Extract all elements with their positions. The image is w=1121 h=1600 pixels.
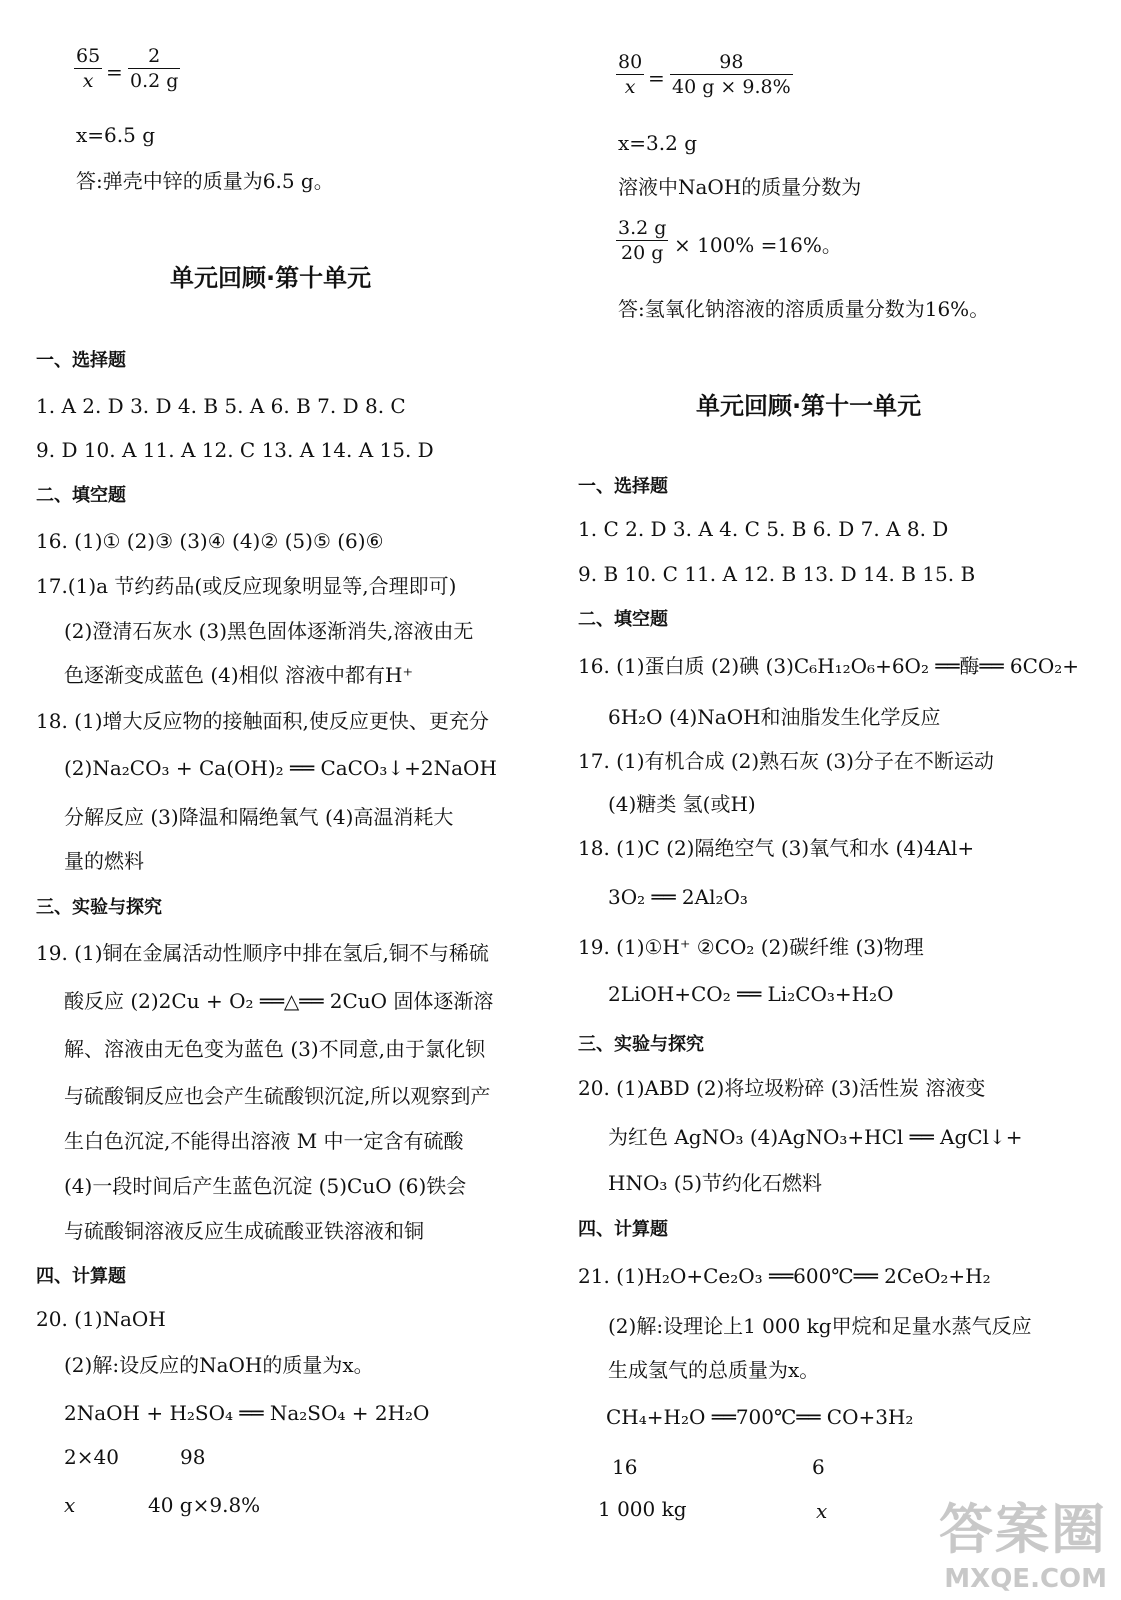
fraction-98-over-mass: 98 40 g × 9.8% [672,51,791,98]
q16-line1: 16. (1)蛋白质 (2)碘 (3)C₆H₁₂O₆+6O₂ ══酶══ 6CO₂+ [578,654,1080,678]
q17-line2: (2)澄清石灰水 (3)黑色固体逐渐消失,溶液由无 [64,619,474,643]
answer-line: 答:氢氧化钠溶液的溶质质量分数为16%。 [618,297,990,321]
q16-line2: 6H₂O (4)NaOH和油脂发生化学反应 [608,705,941,729]
q20-equation: 2NaOH + H₂SO₄ ══ Na₂SO₄ + 2H₂O [64,1401,430,1425]
q19-line2: 2LiOH+CO₂ ══ Li₂CO₃+H₂O [608,982,894,1006]
q20-ratio-right: 98 [180,1445,206,1469]
section-multiple-choice: 一、选择题 [36,350,126,371]
q18-line2: 3O₂ ══ 2Al₂O₃ [608,885,748,909]
q17-line1: 17. (1)有机合成 (2)熟石灰 (3)分子在不断运动 [578,749,994,773]
section-fill-blank: 二、填空题 [578,609,668,630]
x-result: x=3.2 g [618,131,698,155]
unit-title: 单元回顾·第十单元 [170,264,372,292]
q19-line5: 生白色沉淀,不能得出溶液 M 中一定含有硫酸 [64,1129,464,1153]
section-experiment: 三、实验与探究 [578,1034,704,1055]
section-calculation: 四、计算题 [36,1266,126,1287]
q18-line1: 18. (1)增大反应物的接触面积,使反应更快、更充分 [36,709,489,733]
watermark-logo-text: 答案圈 [939,1498,1107,1561]
section-calculation: 四、计算题 [578,1219,668,1240]
mc-row-2: 9. D 10. A 11. A 12. C 13. A 14. A 15. D [36,438,434,462]
q18-line1: 18. (1)C (2)隔绝空气 (3)氧气和水 (4)4Al+ [578,836,975,860]
q21-methane-mass: 1 000 kg [598,1497,687,1521]
q20-mass: 40 g×9.8% [148,1493,261,1517]
q19-line4: 与硫酸铜反应也会产生硫酸钡沉淀,所以观察到产 [64,1084,491,1108]
q21-equation: CH₄+H₂O ══700℃══ CO+3H₂ [606,1405,914,1429]
q17-line3: 色逐渐变成蓝色 (4)相似 溶液中都有H⁺ [64,663,414,687]
q21-line3: 生成氢气的总质量为x。 [608,1358,820,1382]
fraction-percent: 3.2 g 20 g [618,217,667,264]
q17-line1: 17.(1)a 节约药品(或反应现象明显等,合理即可) [36,574,457,598]
q21-ratio-left: 16 [612,1455,638,1479]
mc-row-1: 1. A 2. D 3. D 4. B 5. A 6. B 7. D 8. C [36,394,406,418]
watermark [939,1487,1107,1594]
mc-row-1: 1. C 2. D 3. A 4. C 5. B 6. D 7. A 8. D [578,517,949,541]
q21-unknown: x [816,1499,828,1523]
q20-line1: 20. (1)ABD (2)将垃圾粉碎 (3)活性炭 溶液变 [578,1076,986,1100]
q19-line1: 19. (1)铜在金属活动性顺序中排在氢后,铜不与稀硫 [36,941,489,965]
x-result: x=6.5 g [76,123,156,147]
q18-line4: 量的燃料 [64,849,144,873]
fraction-80-over-x: 80 x [618,51,643,98]
fraction-2-over-0.2g: 2 0.2 g [130,45,179,92]
answer-line: 答:弹壳中锌的质量为6.5 g。 [76,169,334,193]
fraction-65-over-x: 65 x [76,45,101,92]
q18-line3: 分解反应 (3)降温和隔绝氧气 (4)高温消耗大 [64,805,454,829]
q21-ratio-right: 6 [812,1455,825,1479]
watermark-url: MXQE.COM [944,1564,1107,1594]
q18-line2: (2)Na₂CO₃ + Ca(OH)₂ ══ CaCO₃↓+2NaOH [64,756,497,780]
section-fill-blank: 二、填空题 [36,485,126,506]
unit-title: 单元回顾·第十一单元 [696,392,922,420]
q20-line2: 为红色 AgNO₃ (4)AgNO₃+HCl ══ AgCl↓+ [608,1125,1023,1149]
naoh-fraction-line: 溶液中NaOH的质量分数为 [618,175,862,199]
equals-sign: = [106,60,123,84]
q21-line1: 21. (1)H₂O+Ce₂O₃ ══600℃══ 2CeO₂+H₂ [578,1264,991,1288]
q21-line2: (2)解:设理论上1 000 kg甲烷和足量水蒸气反应 [608,1314,1032,1338]
section-experiment: 三、实验与探究 [36,897,162,918]
q16: 16. (1)① (2)③ (3)④ (4)② (5)⑤ (6)⑥ [36,529,384,553]
q20-line2: (2)解:设反应的NaOH的质量为x。 [64,1353,374,1377]
section-multiple-choice: 一、选择题 [578,476,668,497]
q20-ratio-left: 2×40 [64,1445,119,1469]
q19-line2: 酸反应 (2)2Cu + O₂ ══△══ 2CuO 固体逐渐溶 [64,989,494,1013]
q20-line3: HNO₃ (5)节约化石燃料 [608,1171,823,1195]
q19-line7: 与硫酸铜溶液反应生成硫酸亚铁溶液和铜 [64,1219,424,1243]
q19-line3: 解、溶液由无色变为蓝色 (3)不同意,由于氯化钡 [64,1037,486,1061]
equals-sign: = [648,66,665,90]
q19-line6: (4)一段时间后产生蓝色沉淀 (5)CuO (6)铁会 [64,1174,467,1198]
q17-line2: (4)糖类 氢(或H) [608,792,756,816]
mc-row-2: 9. B 10. C 11. A 12. B 13. D 14. B 15. B [578,562,976,586]
q20-unknown: x [64,1493,76,1517]
percent-result: × 100% =16%。 [674,233,842,257]
q20-line1: 20. (1)NaOH [36,1307,166,1331]
q19-line1: 19. (1)①H⁺ ②CO₂ (2)碳纤维 (3)物理 [578,935,924,959]
